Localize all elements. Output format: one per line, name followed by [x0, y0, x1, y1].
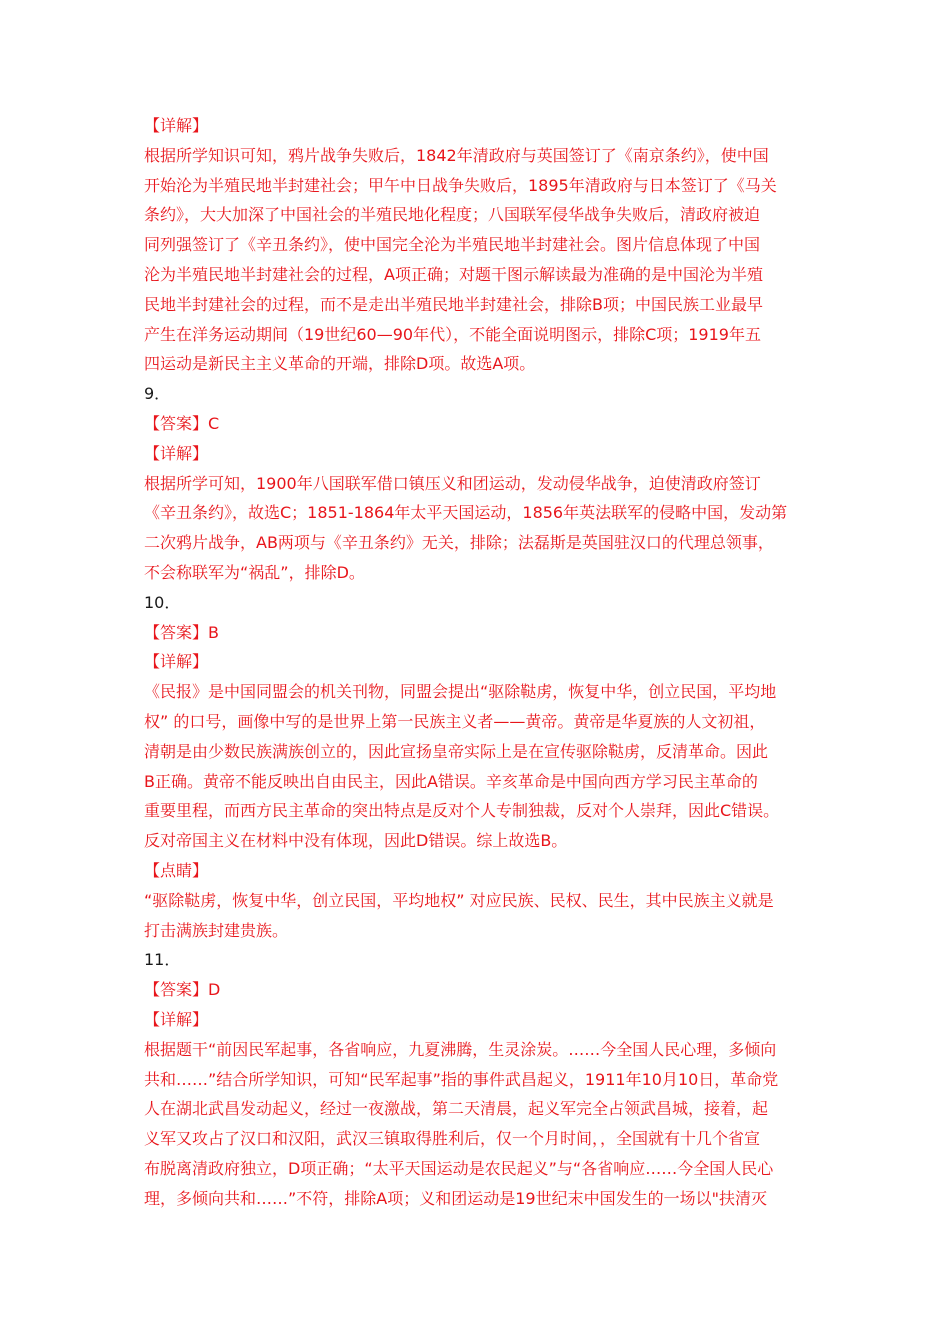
text-line: “驱除鞑虏，恢复中华，创立民国，平均地权” 对应民族、民权、民生，其中民族主义就是 — [144, 890, 774, 910]
text-line: 民地半封建社会的过程，而不是走出半殖民地半封建社会，排除B项；中国民族工业最早 — [144, 294, 763, 314]
text-line: 权” 的口号，画像中写的是世界上第一民族主义者——黄帝。黄帝是华夏族的人文初祖， — [144, 711, 766, 731]
text-line: 同列强签订了《辛丑条约》，使中国完全沦为半殖民地半封建社会。图片信息体现了中国 — [144, 235, 761, 255]
text-line: 《民报》是中国同盟会的机关刊物，同盟会提出“驱除鞑虏，恢复中华，创立民国，平均地 — [144, 682, 777, 702]
text-line: 【详解】 — [144, 652, 209, 672]
text-line: 沦为半殖民地半封建社会的过程，A项正确；对题干图示解读最为准确的是中国沦为半殖 — [144, 264, 763, 284]
text-line: 【答案】D — [144, 980, 221, 1000]
text-line: 二次鸦片战争，AB两项与《辛丑条约》无关，排除；法磊斯是英国驻汉口的代理总领事， — [144, 533, 774, 553]
text-line: 重要里程，而西方民主革命的突出特点是反对个人专制独裁，反对个人崇拜，因此C错误。 — [144, 801, 780, 821]
text-line: 开始沦为半殖民地半封建社会；甲午中日战争失败后，1895年清政府与日本签订了《马关 — [144, 175, 777, 195]
text-line: 反对帝国主义在材料中没有体现，因此D错误。综上故选B。 — [144, 831, 568, 851]
text-line: 【答案】B — [144, 622, 219, 642]
text-line: 【答案】C — [144, 413, 220, 433]
text-line: 条约》，大大加深了中国社会的半殖民地化程度；八国联军侵华战争失败后，清政府被迫 — [144, 205, 761, 225]
text-line: 清朝是由少数民族满族创立的，因此宣扬皇帝实际上是在宣传驱除鞑虏，反清革命。因此 — [144, 741, 769, 761]
text-line: 根据所学可知，1900年八国联军借口镇压义和团运动，发动侵华战争，迫使清政府签订 — [144, 473, 761, 493]
text-line: 11． — [144, 950, 181, 970]
text-line: 【详解】 — [144, 116, 209, 135]
text-line: 根据所学知识可知，鸦片战争失败后，1842年清政府与英国签订了《南京条约》，使中国 — [144, 145, 769, 165]
text-line: 10． — [144, 592, 181, 612]
text-line: 根据题干“前因民军起事，各省响应，九夏沸腾，生灵涂炭。……今全国人民心理，多倾向 — [144, 1039, 777, 1059]
text-line: 人在湖北武昌发动起义，经过一夜激战，第二天清晨，起义军完全占领武昌城，接着，起 — [144, 1099, 769, 1119]
text-line: 9． — [144, 384, 171, 404]
text-line: 【详解】 — [144, 443, 209, 463]
text-line: 产生在洋务运动期间（19世纪60—90年代），不能全面说明图示，排除C项；1919年五 — [144, 324, 761, 344]
text-line: 《辛丑条约》，故选C；1851-1864年太平天国运动，1856年英法联军的侵略中国，发动第 — [144, 503, 788, 523]
text-line: 打击满族封建贵族。 — [144, 920, 289, 940]
text-line: 【详解】 — [144, 1009, 209, 1029]
text-line: 理，多倾向共和……”不符，排除A项；义和团运动是19世纪末中国发生的一场以"扶清灭 — [144, 1188, 767, 1208]
answer-explanation-text — [144, 111, 814, 1213]
text-line: 四运动是新民主主义革命的开端，排除D项。故选A项。 — [144, 354, 536, 374]
text-line: 义军又攻占了汉口和汉阳，武汉三镇取得胜利后，仅一个月时间，，全国就有十几个省宣 — [144, 1129, 761, 1149]
text-line: 不会称联军为“祸乱”，排除D。 — [144, 562, 365, 582]
text-line: 布脱离清政府独立，D项正确；“太平天国运动是农民起义”与“各省响应……今全国人民心 — [144, 1158, 774, 1178]
text-line: 【点睛】 — [144, 860, 209, 880]
text-line: B正确。黄帝不能反映出自由民主，因此A错误。辛亥革命是中国向西方学习民主革命的 — [144, 771, 758, 791]
text-line: 共和……”结合所学知识，可知“民军起事”指的事件武昌起义，1911年10月10日，革命党 — [144, 1069, 779, 1089]
